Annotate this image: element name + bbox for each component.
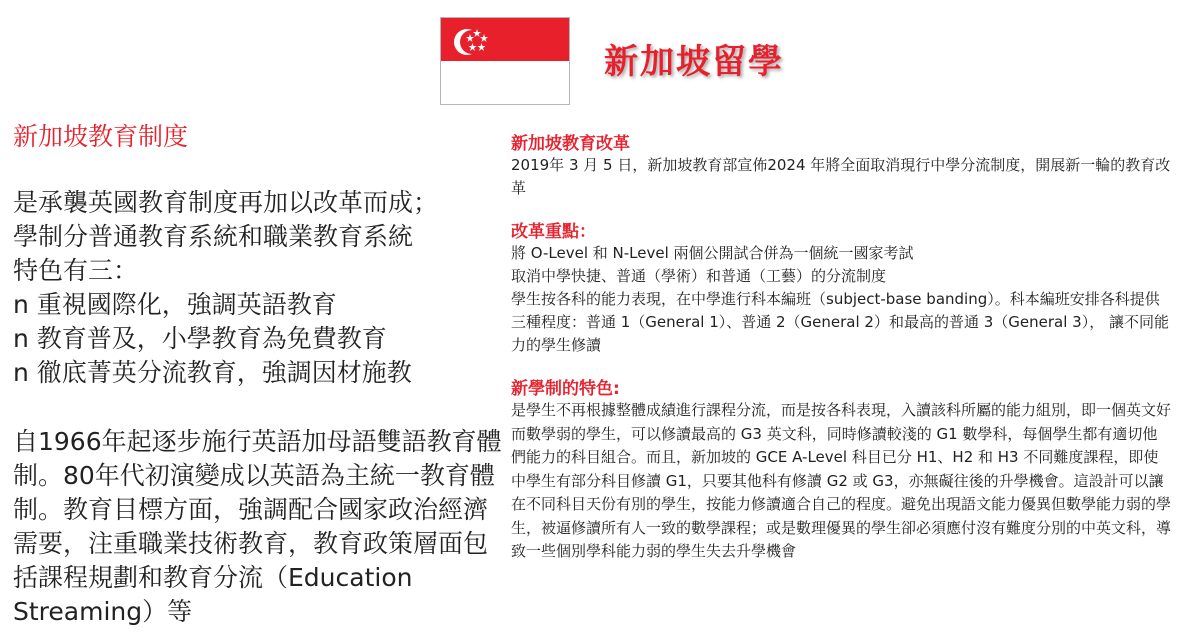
key-points-section — [511, 222, 1171, 357]
feature-bullet: n 重視國際化，強調英語教育 — [13, 290, 337, 319]
key-points-title: 改革重點： — [511, 222, 596, 242]
reform-body: 2019年 3 月 5 日，新加坡教育部宣佈2024 年將全面取消現行中學分流制度，開展新一輪的教育改革 — [511, 156, 1171, 197]
intro-line: 學制分普通教育系統和職業教育系統 — [13, 222, 414, 251]
education-history-paragraph: 自1966年起逐步施行英語加母語雙語教育體制。80年代初演變成以英語為主統一教育體制。教育目標方面，強調配合國家政治經濟需要，注重職業技術教育，教育政策層面包括課程規劃和教育分流（Education Streaming）等 — [13, 427, 502, 626]
intro-line: 是承襲英國教育制度再加以改革而成； — [13, 188, 439, 217]
reform-title: 新加坡教育改革 — [511, 134, 630, 154]
education-system-panel — [13, 120, 503, 629]
key-point-item: 將 O-Level 和 N-Level 兩個公開試合併為一個統一國家考試 — [511, 244, 914, 262]
education-system-heading: 新加坡教育制度 — [13, 122, 189, 151]
crescent-stars-icon — [453, 24, 493, 60]
reform-section — [511, 134, 1171, 200]
singapore-flag — [440, 17, 570, 105]
feature-bullet: n 教育普及，小學教育為免費教育 — [13, 324, 387, 353]
education-system-intro — [13, 186, 503, 390]
page-title: 新加坡留學 — [604, 42, 784, 82]
key-point-item: 取消中學快捷、普通（學術）和普通（工藝）的分流制度 — [511, 267, 887, 285]
key-points-body — [511, 242, 1171, 357]
feature-bullet: n 徹底菁英分流教育，強調因材施教 — [13, 358, 412, 387]
intro-line: 特色有三： — [13, 256, 139, 285]
features-section — [511, 379, 1171, 564]
features-title: 新學制的特色: — [511, 379, 620, 399]
key-point-item: 學生按各科的能力表現，在中學進行科本編班（subject-base banding）。科本編班安排各科提供三種程度：普通 1（General 1）、普通 2（General 2）和最高的普通 3（General 3）， 讓不同能力的學生修讀 — [511, 290, 1169, 354]
flag-white-band — [441, 61, 569, 104]
features-body: 是學生不再根據整體成績進行課程分流，而是按各科表現，入讀該科所屬的能力組別，即一個英文好而數學弱的學生，可以修讀最高的 G3 英文科，同時修讀較淺的 G1 數學科，每個學生都有適切他們能力的科目組合。而且，新加坡的 GCE A-Level 科目已分 H1、H2 和 H3 不同難度課程，即使中學生有部分科目修讀 G1，只要其他科有修讀 G2 或 G3，亦無礙往後的升學機會。這設計可以讓在不同科目天份有別的學生，按能力修讀適合自己的程度。避免出現語文能力優異但數學能力弱的學生，被逼修讀所有人一致的數學課程；或是數理優異的學生卻必須應付沒有難度分別的中英文科，導致一些個別學科能力弱的學生失去升學機會 — [511, 401, 1172, 560]
reform-panel — [511, 134, 1171, 564]
